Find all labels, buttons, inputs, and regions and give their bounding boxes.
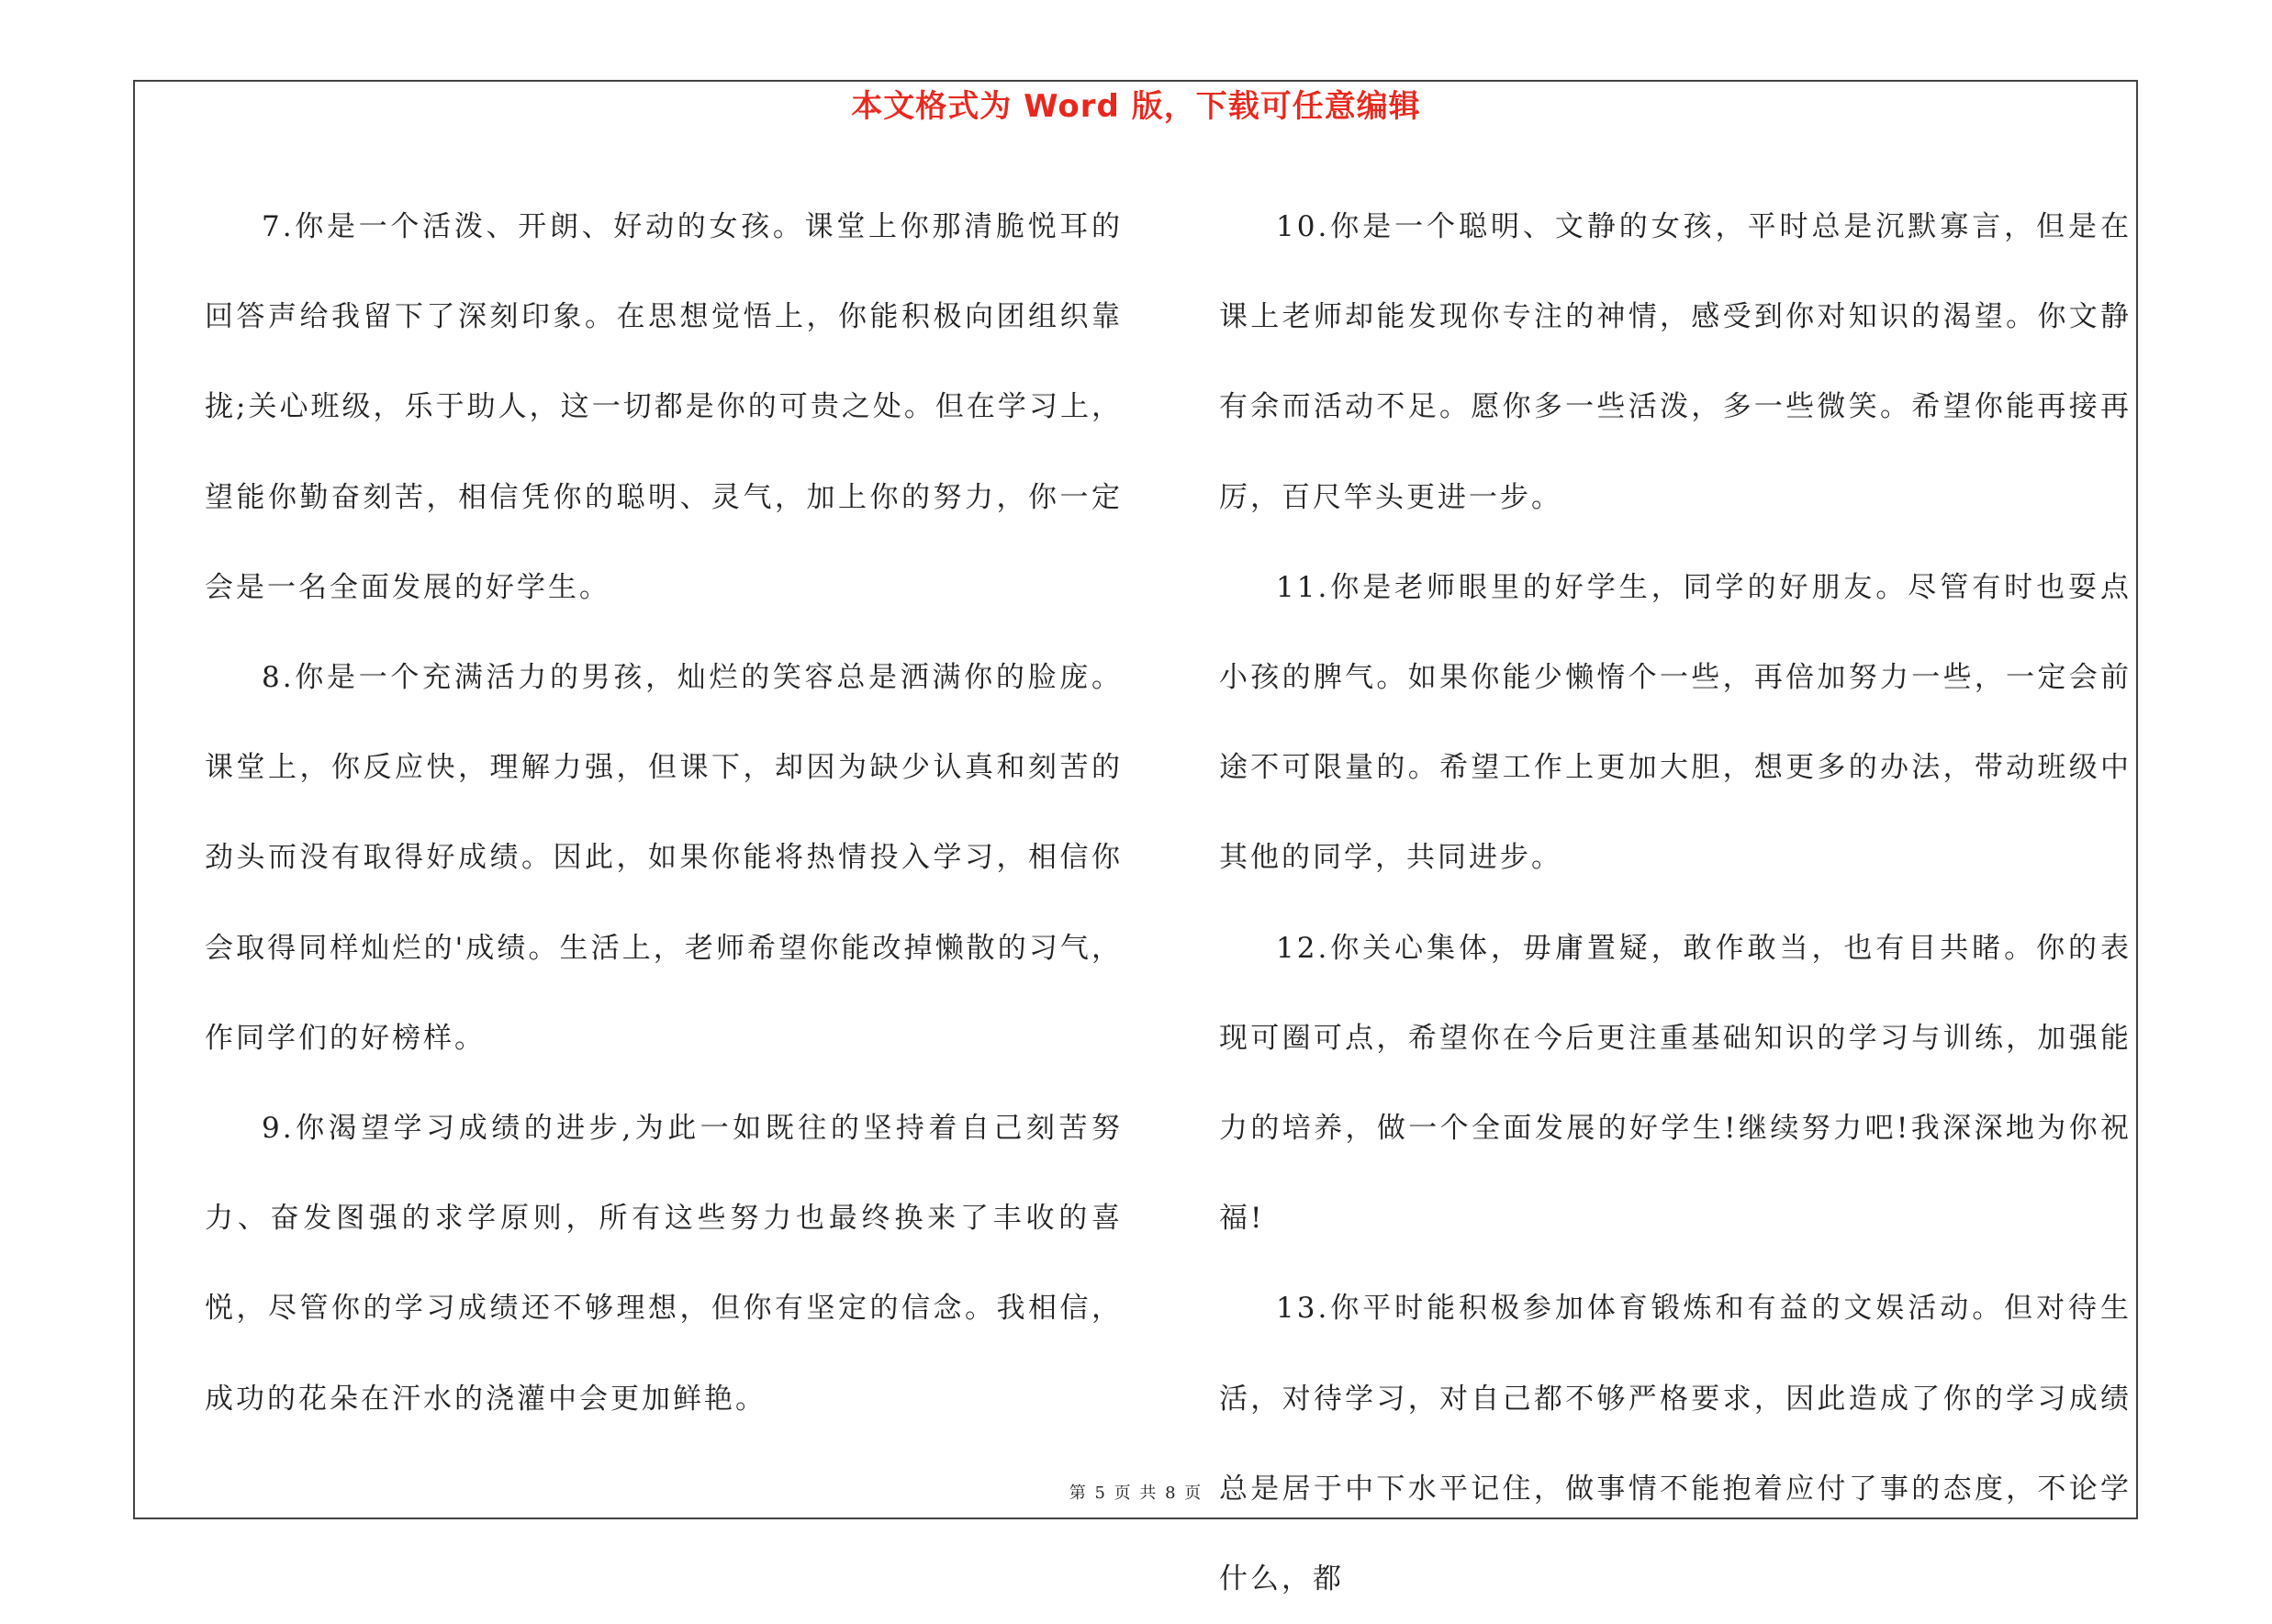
left-column bbox=[205, 182, 1123, 1444]
paragraph-12: 12.你关心集体，毋庸置疑，敢作敢当，也有目共睹。你的表现可圈可点，希望你在今后更注重基础知识的学习与训练，加强能力的培养，做一个全面发展的好学生!继续努力吧!我深深地为你祝福! bbox=[1219, 931, 2132, 1236]
paragraph-11: 11.你是老师眼里的好学生，同学的好朋友。尽管有时也耍点小孩的脾气。如果你能少懒惰个一些，再倍加努力一些，一定会前途不可限量的。希望工作上更加大胆，想更多的办法，带动班级中其他的同学，共同进步。 bbox=[1219, 570, 2132, 875]
watermark-banner: 本文格式为 Word 版，下载可任意编辑 bbox=[851, 88, 1421, 125]
paragraph-10: 10.你是一个聪明、文静的女孩，平时总是沉默寡言，但是在课上老师却能发现你专注的神情，感受到你对知识的渴望。你文静有余而活动不足。愿你多一些活泼，多一些微笑。希望你能再接再厉，百尺竿头更进一步。 bbox=[1219, 210, 2132, 514]
page-number: 第 5 页 共 8 页 bbox=[1069, 1484, 1203, 1503]
paragraph-9: 9.你渴望学习成绩的进步,为此一如既往的坚持着自己刻苦努力、奋发图强的求学原则，所有这些努力也最终换来了丰收的喜悦，尽管你的学习成绩还不够理想，但你有坚定的信念。我相信，成功的花朵在汗水的浇灌中会更加鲜艳。 bbox=[205, 1112, 1123, 1416]
paragraph-7: 7.你是一个活泼、开朗、好动的女孩。课堂上你那清脆悦耳的回答声给我留下了深刻印象。在思想觉悟上，你能积极向团组织靠拢;关心班级，乐于助人，这一切都是你的可贵之处。但在学习上，望能你勤奋刻苦，相信凭你的聪明、灵气，加上你的努力，你一定会是一名全面发展的好学生。 bbox=[205, 210, 1123, 604]
paragraph-13: 13.你平时能积极参加体育锻炼和有益的文娱活动。但对待生活，对待学习，对自己都不够严格要求，因此造成了你的学习成绩总是居于中下水平记住，做事情不能抱着应付了事的态度，不论学什么，都 bbox=[1219, 1292, 2132, 1596]
paragraph-8: 8.你是一个充满活力的男孩，灿烂的笑容总是洒满你的脸庞。课堂上，你反应快，理解力强，但课下，却因为缺少认真和刻苦的劲头而没有取得好成绩。因此，如果你能将热情投入学习，相信你会取得同样灿烂的'成绩。生活上，老师希望你能改掉懒散的习气，作同学们的好榜样。 bbox=[205, 661, 1123, 1055]
right-column bbox=[1219, 182, 2132, 1624]
